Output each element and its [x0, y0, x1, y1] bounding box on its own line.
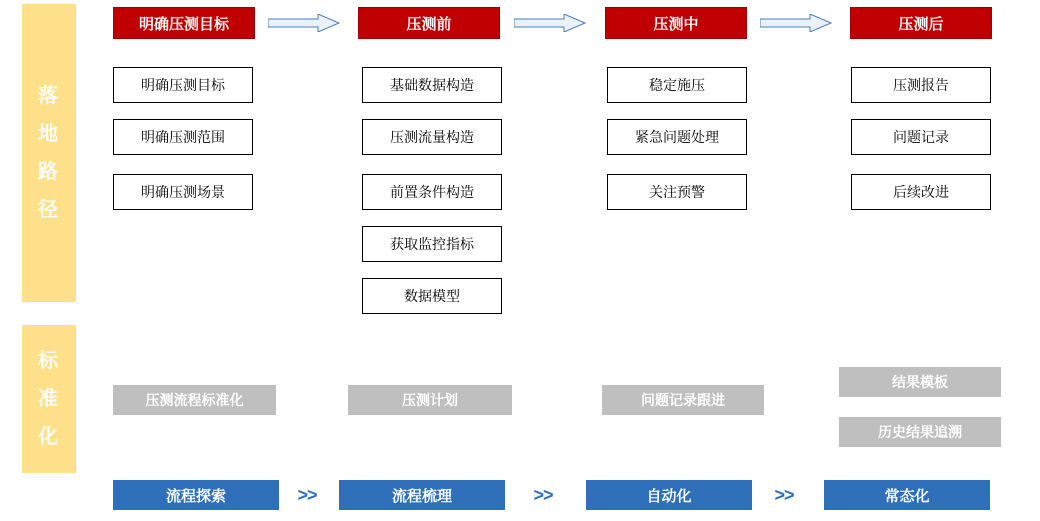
- item-after-2[interactable]: 问题记录: [851, 119, 991, 155]
- band-char: 落: [38, 85, 60, 107]
- std-result-template[interactable]: 结果模板: [839, 367, 1001, 397]
- arrow-goal-to-before: [268, 14, 340, 32]
- band-char: 化: [38, 426, 60, 448]
- item-before-5[interactable]: 数据模型: [362, 278, 502, 314]
- item-during-2[interactable]: 紧急问题处理: [607, 119, 747, 155]
- item-before-3[interactable]: 前置条件构造: [362, 174, 502, 210]
- header-before[interactable]: 压测前: [358, 7, 500, 39]
- band-char: 径: [38, 199, 60, 221]
- stage-automation[interactable]: 自动化: [586, 480, 752, 510]
- item-before-4[interactable]: 获取监控指标: [362, 226, 502, 262]
- item-before-1[interactable]: 基础数据构造: [362, 67, 502, 103]
- std-process-standardization[interactable]: 压测流程标准化: [113, 385, 276, 415]
- header-after[interactable]: 压测后: [850, 7, 992, 39]
- band-landing-path: [22, 4, 76, 302]
- band-standardization: [22, 325, 76, 473]
- item-during-3[interactable]: 关注预警: [607, 174, 747, 210]
- header-goal[interactable]: 明确压测目标: [113, 7, 255, 39]
- item-goal-2[interactable]: 明确压测范围: [113, 119, 253, 155]
- band-char: 路: [38, 161, 60, 183]
- arrow-during-to-after: [760, 14, 832, 32]
- stage-exploration[interactable]: 流程探索: [113, 480, 279, 510]
- std-test-plan[interactable]: 压测计划: [348, 385, 512, 415]
- chevron-separator-1: >>: [297, 484, 317, 505]
- arrow-before-to-during: [514, 14, 586, 32]
- item-after-1[interactable]: 压测报告: [851, 67, 991, 103]
- band-char: 准: [38, 388, 60, 410]
- band-char: 地: [38, 123, 60, 145]
- item-goal-1[interactable]: 明确压测目标: [113, 67, 253, 103]
- item-during-1[interactable]: 稳定施压: [607, 67, 747, 103]
- header-during[interactable]: 压测中: [605, 7, 747, 39]
- band-char: 标: [38, 350, 60, 372]
- item-before-2[interactable]: 压测流量构造: [362, 119, 502, 155]
- stage-normalization[interactable]: 常态化: [824, 480, 990, 510]
- std-issue-tracking[interactable]: 问题记录跟进: [602, 385, 764, 415]
- chevron-separator-3: >>: [774, 484, 794, 505]
- item-after-3[interactable]: 后续改进: [851, 174, 991, 210]
- std-history-trace[interactable]: 历史结果追溯: [839, 417, 1001, 447]
- chevron-separator-2: >>: [533, 484, 553, 505]
- item-goal-3[interactable]: 明确压测场景: [113, 174, 253, 210]
- stage-process-combing[interactable]: 流程梳理: [339, 480, 505, 510]
